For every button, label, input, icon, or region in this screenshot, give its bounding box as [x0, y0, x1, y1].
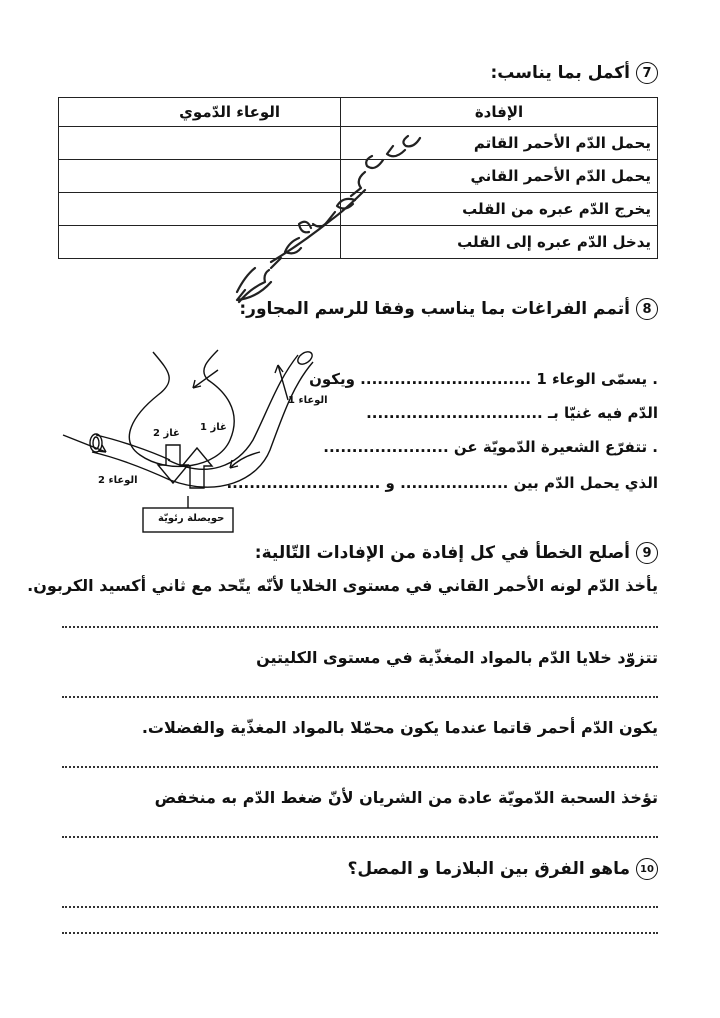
q9-heading	[255, 542, 658, 564]
table-row	[59, 127, 658, 160]
row-statement: يخرج الدّم عبره من القلب	[341, 193, 658, 226]
answer-line[interactable]	[62, 906, 658, 908]
answer-cell[interactable]	[59, 226, 341, 259]
answer-line[interactable]	[62, 932, 658, 934]
q8-line-3: . تتفرّع الشعيرة الدّمويّة عن ......................	[323, 438, 658, 456]
answer-line[interactable]	[62, 766, 658, 768]
answer-line[interactable]	[62, 836, 658, 838]
table-header-row	[59, 98, 658, 127]
row-statement: يحمل الدّم الأحمر القاتم	[341, 127, 658, 160]
q8-line-1: . يسمّى الوعاء 1 .............................. ويكون	[309, 370, 658, 388]
q10-heading	[347, 858, 658, 880]
q7-title: أكمل بما يناسب:	[490, 63, 630, 83]
q10-title: ماهو الفرق بين البلازما و المصل؟	[347, 859, 630, 879]
q7-number: 7	[636, 62, 658, 84]
q9-statement-2: تتزوّد خلايا الدّم بالمواد المغذّية في مستوى الكليتين	[256, 648, 658, 667]
answer-line[interactable]	[62, 626, 658, 628]
answer-line[interactable]	[62, 696, 658, 698]
q9-statement-1: يأخذ الدّم لونه الأحمر القاني في مستوى الخلايا لأنّه يتّحد مع ثاني أكسيد الكربون.	[27, 576, 658, 595]
answer-cell[interactable]	[59, 193, 341, 226]
vessel-1-label: الوعاء 1	[288, 395, 328, 406]
q7-table	[58, 97, 658, 259]
q9-title: أصلح الخطأ في كل إفادة من الإفادات التّالية:	[254, 543, 630, 563]
q8-heading	[239, 298, 658, 320]
gas-2-label: غاز 2	[153, 428, 180, 439]
q9-statement-4: تؤخذ السحبة الدّمويّة عادة من الشريان لأنّ ضغط الدّم به منخفض	[154, 788, 658, 807]
gas-1-label: غاز 1	[200, 422, 227, 433]
q8-title: أتمم الفراغات بما يناسب وفقا للرسم المجاور:	[239, 299, 630, 319]
q8-line-2: الدّم فيه غنيّا بـ ...............................	[366, 404, 658, 422]
answer-cell[interactable]	[59, 160, 341, 193]
q8-number: 8	[636, 298, 658, 320]
header-statement: الإفادة	[341, 98, 658, 127]
q8-line-4: الذي يحمل الدّم بين ................... و ...........................	[226, 474, 658, 492]
row-statement: يدخل الدّم عبره إلى القلب	[341, 226, 658, 259]
alveolus-drawing	[58, 340, 338, 540]
answer-cell[interactable]	[59, 127, 341, 160]
vessel-2-label: الوعاء 2	[98, 475, 138, 486]
alveolus-label: حويصلة رئويّة	[158, 513, 225, 524]
lung-alveolus-diagram	[58, 340, 338, 540]
table-row	[59, 160, 658, 193]
q9-number: 9	[636, 542, 658, 564]
q9-statement-3: يكون الدّم أحمر قاتما عندما يكون محمّلا بالمواد المغذّية والفضلات.	[141, 718, 658, 737]
table-row	[59, 193, 658, 226]
q10-number: 10	[636, 858, 658, 880]
header-vessel: الوعاء الدّموي	[59, 98, 341, 127]
table-row	[59, 226, 658, 259]
row-statement: يحمل الدّم الأحمر القاني	[341, 160, 658, 193]
gas-1-arrow	[182, 448, 212, 488]
q7-heading	[490, 62, 658, 84]
